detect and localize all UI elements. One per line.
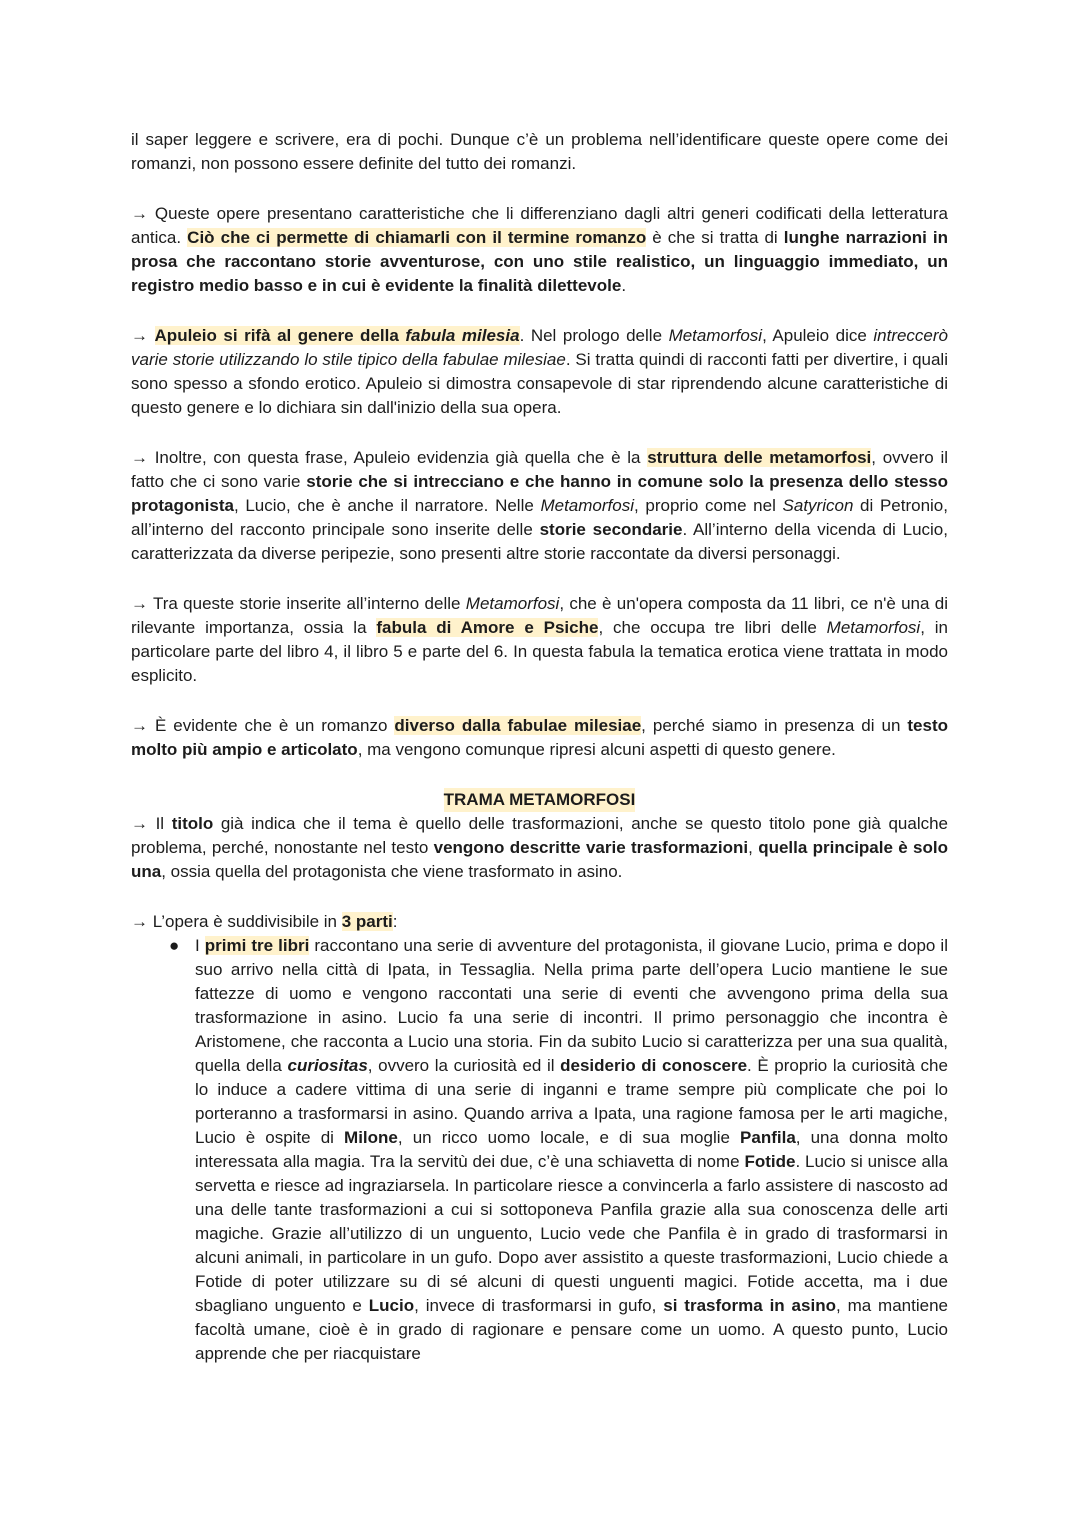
heading-trama: TRAMA METAMORFOSI bbox=[444, 788, 636, 812]
document-page bbox=[131, 128, 948, 1366]
paragraph-titolo: → Il titolo già indica che il tema è quello delle trasformazioni, anche se questo titolo pone già qualche problema, perché, nonostante nel testo vengono descritte varie trasformazioni, quella principale è solo una, ossia quella del protagonista che viene trasformato in asino. bbox=[131, 814, 948, 881]
paragraph-intro: il saper leggere e scrivere, era di pochi. Dunque c’è un problema nell’identificare queste opere come dei romanzi, non possono essere definite del tutto dei romanzi. bbox=[131, 130, 948, 173]
paragraph-diverso: → È evidente che è un romanzo diverso dalla fabulae milesiae, perché siamo in presenza di un testo molto più ampio e articolato, ma vengono comunque ripresi alcuni aspetti di questo genere. bbox=[131, 716, 949, 759]
highlight-struttura: struttura delle metamorfosi bbox=[647, 448, 872, 467]
paragraph-amore-psiche: → Tra queste storie inserite all’interno delle Metamorfosi, che è un'opera composta da 11 libri, ce n'è una di rilevante importanza, ossia la fabula di Amore e Psiche, che occupa tre libri delle Metamorfosi, in particolare parte del libro 4, il libro 5 e parte del 6. In questa fabula la tematica erotica viene trattata in modo esplicito. bbox=[131, 594, 949, 685]
highlight-3-parti: 3 parti bbox=[341, 912, 393, 931]
paragraph-fabula-milesia: → Apuleio si rifà al genere della fabula milesia. Nel prologo delle Metamorfosi, Apuleio dice intreccerò varie storie utilizzando lo stile tipico della fabulae milesiae. Si tratta quindi di racconti fatti per divertire, i quali sono spesso a sfondo erotico. Apuleio si dimostra consapevole di star riprendendo alcune caratteristiche di questo genere e lo dichiara sin dall'inizio della sua opera. bbox=[131, 326, 948, 417]
bullet-icon: ● bbox=[169, 936, 180, 955]
parts-list bbox=[131, 934, 948, 1366]
paragraph-parti: → L’opera è suddivisibile in 3 parti: bbox=[131, 912, 398, 931]
highlight-apuleio: Apuleio si rifà al genere della fabula milesia bbox=[154, 326, 520, 345]
highlight-diverso: diverso dalla fabulae milesiae bbox=[394, 716, 642, 735]
paragraph-romanzo: → Queste opere presentano caratteristiche che li differenziano dagli altri generi codificati della letteratura antica. Ciò che ci permette di chiamarli con il termine romanzo è che si tratta di lunghe narrazioni in prosa che raccontano storie avventurose, con uno stile realistico, un linguaggio immediato, un registro medio basso e in cui è evidente la finalità dilettevole. bbox=[131, 204, 948, 295]
list-item: ● I primi tre libri raccontano una serie di avventure del protagonista, il giovane Lucio, prima e dopo il suo arrivo nella città di Ipata, in Tessaglia. Nella prima parte dell’opera Lucio mantiene le sue fattezze di uomo e vengono raccontati una serie di eventi che avvengono prima della sua trasformazione in asino. Lucio fa una serie di incontri. Il primo personaggio che incontra è Aristomene, che racconta a Lucio una storia. Fin da subito Lucio si caratterizza per una sua qualità, quella della curiositas, ovvero la curiosità ed il desiderio di conoscere. È proprio la curiosità che lo induce a cadere vittima di una serie di inganni e trame sempre più complicate che poi lo porteranno a trasformarsi in asino. Quando arriva a Ipata, una ragione famosa per le arti magiche, Lucio è ospite di Milone, un ricco uomo locale, e di sua moglie Panfila, una donna molto interessata alla magia. Tra la servitù dei due, c’è una schiavetta di nome Fotide. Lucio si unisce alla servetta e riesce ad ingraziarsela. In particolare riesce a convincerla a farlo assistere di nascosto ad una delle tante trasformazioni a cui si sottoponeva Panfila grazie alla sua conoscenza delle arti magiche. Grazie all’utilizzo di un unguento, Lucio vede che Panfila è in grado di trasformarsi in alcuni animali, in particolare in un gufo. Dopo aver assistito a queste trasformazioni, Lucio chiede a Fotide di poter utilizzare su di sé alcuni di questi unguenti magici. Fotide accetta, ma i due sbagliano unguento e Lucio, invece di trasformarsi in gufo, si trasforma in asino, ma mantiene facoltà umane, cioè è in grado di ragionare e pensare come un uomo. A questo punto, Lucio apprende che per riacquistare bbox=[169, 936, 949, 1363]
highlight-primi-tre-libri: primi tre libri bbox=[204, 936, 310, 955]
highlight-amore-psiche: fabula di Amore e Psiche bbox=[376, 618, 599, 637]
paragraph-struttura: → Inoltre, con questa frase, Apuleio evidenzia già quella che è la struttura delle metamorfosi, ovvero il fatto che ci sono varie storie che si intrecciano e che hanno in comune solo la presenza dello stesso protagonista, Lucio, che è anche il narratore. Nelle Metamorfosi, proprio come nel Satyricon di Petronio, all’interno del racconto principale sono inserite delle storie secondarie. All’interno della vicenda di Lucio, caratterizzata da diverse peripezie, sono presenti altre storie raccontate da diversi personaggi. bbox=[131, 448, 948, 563]
section-heading bbox=[131, 788, 948, 812]
highlight-romanzo: Ciò che ci permette di chiamarli con il termine romanzo bbox=[187, 228, 647, 247]
